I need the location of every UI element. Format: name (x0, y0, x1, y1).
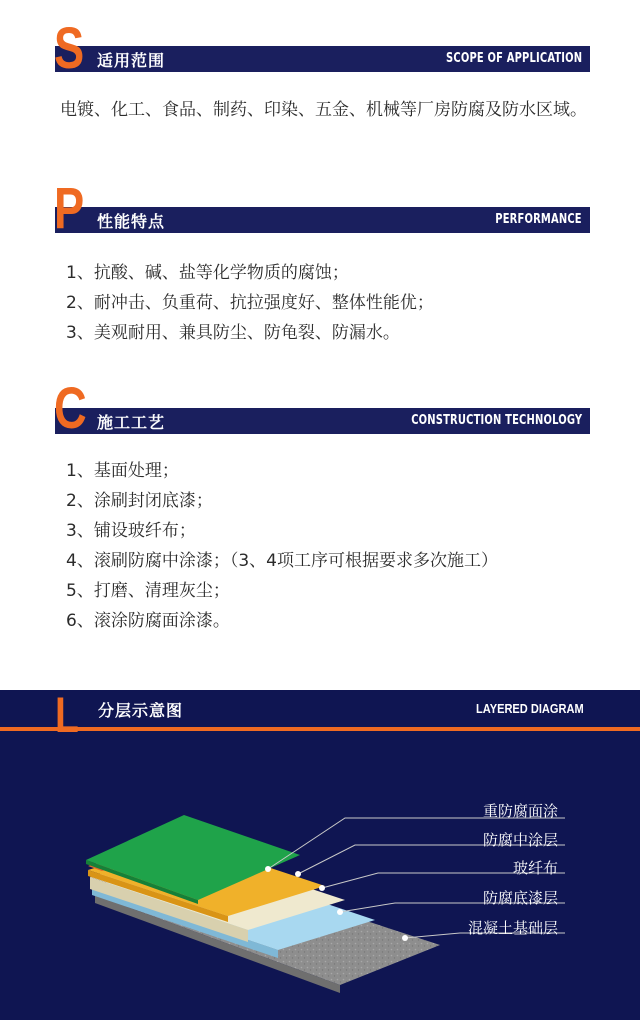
scope-text (60, 95, 600, 125)
performance-header-bar (55, 207, 590, 233)
leader-dot (319, 885, 325, 891)
construction-letter: C (54, 376, 87, 441)
list-item: 2、耐冲击、负重荷、抗拉强度好、整体性能优； (66, 293, 434, 313)
scope-title-en: SCOPE OF APPLICATION (445, 51, 582, 66)
list-item: 1、抗酸、碱、盐等化学物质的腐蚀； (66, 263, 349, 283)
scope-title-cn: 适用范围 (97, 51, 166, 70)
layered-title-cn: 分层示意图 (98, 701, 184, 720)
performance-letter: P (54, 176, 85, 241)
layer-label-topcoat: 重防腐面涂 (482, 802, 558, 820)
construction-title-cn: 施工工艺 (97, 413, 166, 432)
construction-title-en: CONSTRUCTION TECHNOLOGY (410, 413, 582, 428)
layer-label-concrete: 混凝土基础层 (467, 919, 558, 937)
scope-description: 电镀、化工、食品、制药、印染、五金、机械等厂房防腐及防水区域。 (60, 100, 587, 120)
layer-stack-illustration (0, 687, 640, 1020)
list-item: 2、涂刷封闭底漆； (66, 491, 213, 511)
layered-diagram-panel (0, 687, 640, 1020)
layered-letter: L (55, 687, 79, 743)
layer-label-fiberglass: 玻纤布 (512, 859, 558, 877)
construction-list (66, 456, 606, 636)
list-item: 5、打磨、清理灰尘； (66, 581, 230, 601)
scope-header-bar (55, 46, 590, 72)
list-item: 1、基面处理； (66, 461, 179, 481)
list-item: 3、铺设玻纤布； (66, 521, 196, 541)
layer-label-primer: 防腐底漆层 (482, 889, 558, 907)
list-item: 6、滚涂防腐面涂漆。 (66, 611, 230, 631)
layered-title-en: LAYERED DIAGRAM (476, 701, 584, 716)
leader-dot (337, 909, 343, 915)
list-item: 3、美观耐用、兼具防尘、防龟裂、防漏水。 (66, 323, 400, 343)
construction-header-bar (55, 408, 590, 434)
leader-dot (402, 935, 408, 941)
list-item: 4、滚刷防腐中涂漆；（3、4项工序可根据要求多次施工） (66, 551, 498, 571)
layer-label-midcoat: 防腐中涂层 (482, 831, 558, 849)
scope-letter: S (54, 16, 85, 81)
performance-list (66, 258, 606, 348)
performance-title-en: PERFORMANCE (495, 212, 582, 227)
leader-dot (295, 871, 301, 877)
leader-dot (265, 866, 271, 872)
performance-title-cn: 性能特点 (97, 212, 166, 231)
